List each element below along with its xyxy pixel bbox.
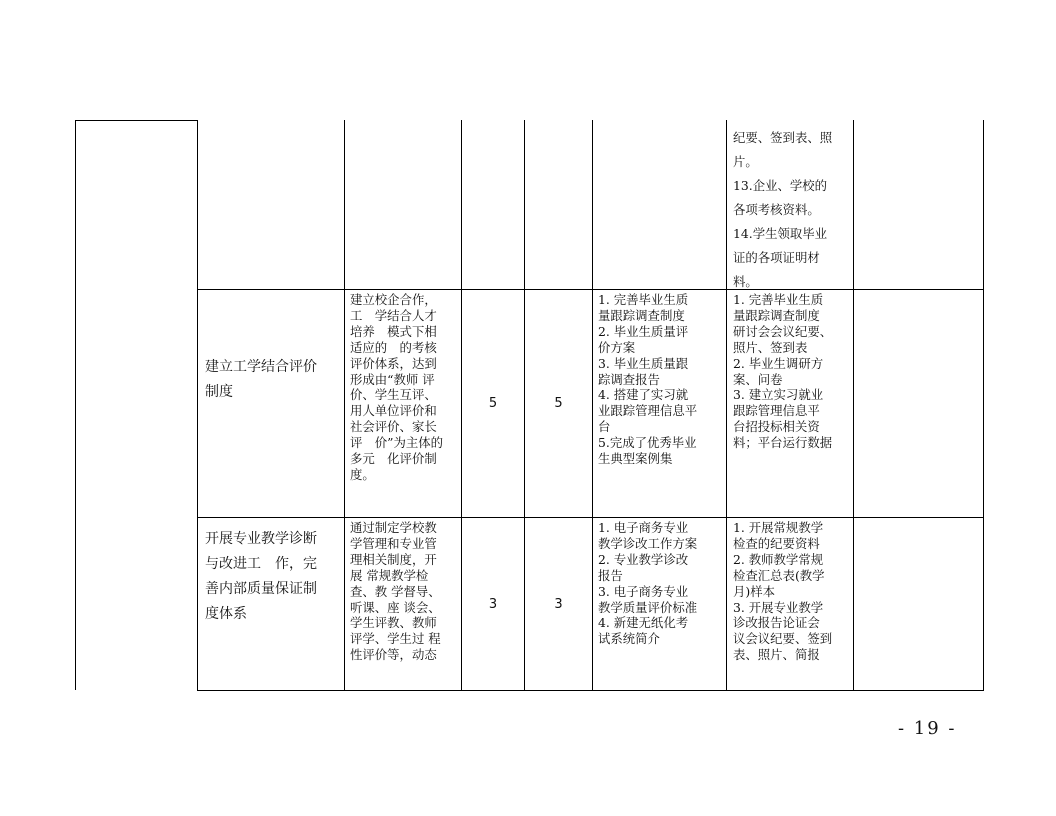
text-line: 检查的纪要资料 [733, 535, 820, 551]
text-line: 料；平台运行数据 [733, 435, 833, 451]
text-line: 形成由“教师 评 [350, 371, 435, 387]
content-cell [350, 292, 460, 483]
text-line: 价、学生互评、 [350, 387, 437, 403]
content-cell [350, 520, 460, 663]
text-line: 善内部质量保证制 [205, 581, 317, 597]
text-line: 检查汇总表(教学 [733, 567, 825, 583]
table-top-border [75, 120, 197, 121]
text-line: 14.学生领取毕业 [733, 226, 828, 241]
text-line: 建立工学结合评价 [205, 359, 317, 375]
text-line: 3. 毕业生质量跟 [598, 355, 689, 371]
text-line: 培养 模式下相 [350, 323, 437, 339]
text-line: 月)样本 [733, 583, 776, 599]
evidence-cell [733, 126, 851, 294]
text-line: 料。 [733, 274, 758, 289]
text-line: 表、照片、简报 [733, 647, 820, 663]
evidence-cell [733, 520, 853, 663]
text-line: 2. 毕业生调研方 [733, 355, 824, 371]
column-border [197, 120, 198, 690]
text-line: 台 [598, 419, 611, 435]
text-line: 1. 开展常规教学 [733, 520, 824, 535]
text-line: 价方案 [598, 339, 636, 355]
text-line: 教学诊改工作方案 [598, 535, 698, 551]
column-border [853, 120, 854, 690]
score-cell: 3 [488, 597, 498, 612]
text-line: 3. 建立实习就业 [733, 387, 824, 403]
text-line: 生典型案例集 [598, 451, 673, 467]
achievement-cell [598, 520, 725, 647]
text-line: 研讨会会议纪要、 [733, 323, 833, 339]
text-line: 踪调查报告 [598, 371, 660, 387]
row-border [197, 517, 984, 518]
text-line: 量跟踪调查制度 [733, 307, 820, 323]
text-line: 建立校企合作， [350, 292, 437, 307]
score-cell: 3 [554, 597, 563, 612]
page-number: - 19 - [898, 718, 957, 739]
text-line: 照片、签到表 [733, 339, 808, 355]
text-line: 评价体系，达到 [350, 355, 437, 371]
score-cell: 5 [488, 396, 498, 411]
achievement-cell [598, 292, 725, 467]
column-border [592, 120, 593, 690]
column-border [75, 120, 76, 690]
text-line: 案、问卷 [733, 371, 783, 387]
text-line: 度。 [350, 466, 375, 482]
text-line: 度体系 [205, 606, 247, 622]
row-border [197, 289, 984, 290]
text-line: 3. 开展专业教学 [733, 599, 824, 615]
text-line: 3. 电子商务专业 [598, 583, 689, 599]
text-line: 台招投标相关资 [733, 419, 820, 435]
text-line: 2. 教师教学常规 [733, 551, 824, 567]
column-border [983, 120, 984, 690]
text-line: 13.企业、学校的 [733, 178, 828, 193]
text-line: 社会评价、家长 [350, 419, 437, 435]
text-line: 报告 [598, 567, 623, 583]
column-border [726, 120, 727, 690]
text-line: 评 价”为主体的 [350, 435, 444, 451]
text-line: 通过制定学校教 [350, 520, 437, 535]
text-line: 用人单位评价和 [350, 403, 437, 419]
text-line: 学生评教、教师 [350, 615, 437, 631]
text-line: 跟踪管理信息平 [733, 403, 820, 419]
text-line: 制度 [205, 384, 233, 400]
text-line: 与改进工 作，完 [205, 556, 317, 572]
text-line: 理相关制度，开 [350, 551, 437, 567]
text-line: 诊改报告论证会 [733, 615, 820, 631]
text-line: 查、教 学督导、 [350, 583, 441, 599]
text-line: 1. 完善毕业生质 [733, 292, 824, 307]
text-line: 多元 化评价制 [350, 451, 437, 467]
evidence-cell [733, 292, 853, 451]
text-line: 纪要、签到表、照 [733, 130, 833, 145]
text-line: 2. 专业教学诊改 [598, 551, 689, 567]
text-line: 议会议纪要、签到 [733, 631, 833, 647]
text-line: 4. 新建无纸化考 [598, 615, 689, 631]
text-line: 教学质量评价标准 [598, 599, 698, 615]
score-cell: 5 [554, 396, 563, 411]
text-line: 1. 完善毕业生质 [598, 292, 689, 307]
text-line: 学管理和专业管 [350, 535, 437, 551]
text-line: 片。 [733, 154, 758, 169]
text-line: 评学、学生过 程 [350, 631, 441, 647]
text-line: 开展专业教学诊断 [205, 531, 317, 547]
text-line: 1. 电子商务专业 [598, 520, 689, 535]
text-line: 工 学结合人才 [350, 307, 437, 323]
text-line: 展 常规教学检 [350, 567, 429, 583]
text-line: 证的各项证明材 [733, 250, 820, 265]
row-border [197, 690, 984, 691]
text-line: 适应的 的考核 [350, 339, 437, 355]
text-line: 5.完成了优秀毕业 [598, 435, 697, 451]
text-line: 各项考核资料。 [733, 202, 820, 217]
text-line: 4. 搭建了实习就 [598, 387, 689, 403]
column-border [344, 120, 345, 690]
text-line: 2. 毕业生质量评 [598, 323, 689, 339]
text-line: 量跟踪调查制度 [598, 307, 685, 323]
item-cell [205, 527, 343, 627]
item-cell [205, 355, 343, 405]
text-line: 性评价等，动态 [350, 647, 437, 663]
text-line: 试系统简介 [598, 631, 660, 647]
text-line: 听课、座 谈会、 [350, 599, 441, 615]
text-line: 业跟踪管理信息平 [598, 403, 698, 419]
